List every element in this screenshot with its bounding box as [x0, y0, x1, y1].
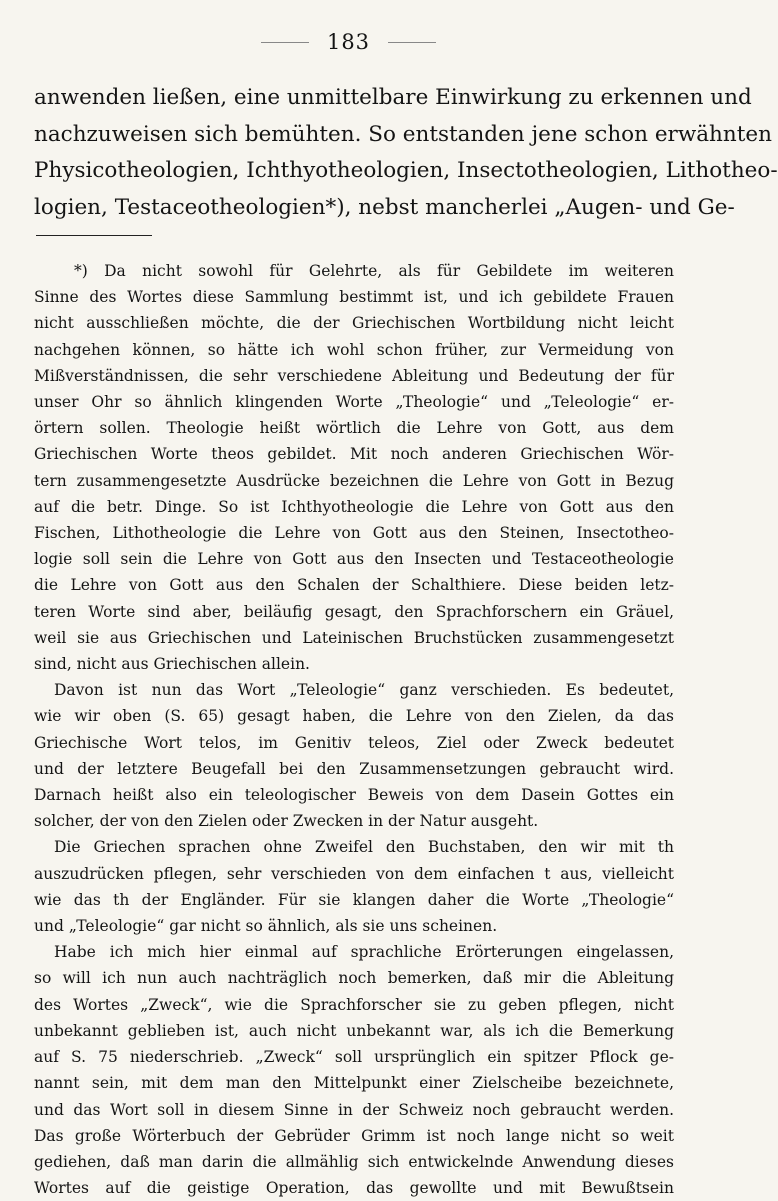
footnote-line: und der letztere Beugefall bei den Zusammensetzungen gebraucht wird.	[34, 759, 674, 778]
footnote-line: Habe ich mich hier einmal auf sprachliche Erörterungen eingelassen,	[54, 943, 674, 962]
footnote-line: nachgehen können, so hätte ich wohl schon früher, zur Vermeidung von	[34, 340, 674, 359]
footnote-line: so will ich nun auch nachträglich noch bemerken, daß mir die Ableitung	[34, 969, 674, 988]
footnote-line: nannt sein, mit dem man den Mittelpunkt einer Zielscheibe bezeichnete,	[34, 1074, 674, 1093]
footnote-line: und das Wort soll in diesem Sinne in der Schweiz noch gebraucht werden.	[34, 1100, 674, 1119]
main-text-line: anwenden ließen, eine unmittelbare Einwirkung zu erkennen und	[34, 85, 752, 110]
footnote-line: Griechischen Worte theos gebildet. Mit noch anderen Griechischen Wör-	[34, 445, 674, 464]
footnote-line: wie wir oben (S. 65) gesagt haben, die Lehre von den Zielen, da das	[34, 707, 674, 726]
page-header	[0, 30, 697, 54]
footnote-line: logie soll sein die Lehre von Gott aus den Insecten und Testaceotheologie	[34, 550, 674, 569]
footnote-line: wie das th der Engländer. Für sie klangen daher die Worte „Theologie“	[34, 890, 674, 909]
footnote-line: nicht ausschließen möchte, die der Griechischen Wortbildung nicht leicht	[34, 314, 674, 333]
footnote-line: solcher, der von den Zielen oder Zwecken in der Natur ausgeht.	[34, 812, 539, 831]
main-text-line: logien, Testaceotheologien*), nebst mancherlei „Augen- und Ge-	[34, 194, 735, 220]
footnote-line: Davon ist nun das Wort „Teleologie“ ganz verschieden. Es bedeutet,	[54, 681, 674, 700]
footnote-line: auf S. 75 niederschrieb. „Zweck“ soll ursprünglich ein spitzer Pflock ge-	[34, 1048, 674, 1067]
footnote-line: teren Worte sind aber, beiläufig gesagt, den Sprachforschern ein Gräuel,	[34, 602, 674, 621]
footnote-line: auszudrücken pflegen, sehr verschieden von dem einfachen t aus, vielleicht	[34, 864, 674, 883]
footnote	[34, 258, 674, 1201]
footnote-line: auf die betr. Dinge. So ist Ichthyotheologie die Lehre von Gott aus den	[34, 497, 674, 516]
footnote-line: Darnach heißt also ein teleologischer Beweis von dem Dasein Gottes ein	[34, 786, 674, 805]
main-text	[34, 80, 778, 226]
footnote-line: Mißverständnissen, die sehr verschiedene Ableitung und Bedeutung der für	[34, 366, 674, 385]
footnote-line: tern zusammengesetzte Ausdrücke bezeichnen die Lehre von Gott in Bezug	[34, 471, 674, 490]
page-number: 183	[326, 30, 371, 54]
footnote-line: *) Da nicht sowohl für Gelehrte, als für Gebildete im weiteren	[74, 262, 674, 280]
footnote-line: Sinne des Wortes diese Sammlung bestimmt ist, und ich gebildete Frauen	[34, 288, 674, 307]
footnote-line: Griechische Wort telos, im Genitiv teleos, Ziel oder Zweck bedeutet	[34, 733, 674, 752]
footnote-line: unbekannt geblieben ist, auch nicht unbekannt war, als ich die Bemerkung	[34, 1021, 674, 1040]
main-text-line: nachzuweisen sich bemühten. So entstanden jene schon erwähnten	[34, 121, 772, 147]
header-rule-left	[261, 42, 309, 43]
footnote-line: und „Teleologie“ gar nicht so ähnlich, als sie uns scheinen.	[34, 917, 498, 936]
footnote-line: des Wortes „Zweck“, wie die Sprachforscher sie zu geben pflegen, nicht	[34, 995, 674, 1014]
footnote-line: örtern sollen. Theologie heißt wörtlich die Lehre von Gott, aus dem	[34, 419, 674, 438]
footnote-line: Die Griechen sprachen ohne Zweifel den Buchstaben, den wir mit th	[54, 838, 674, 857]
main-text-line: Physicotheologien, Ichthyotheologien, Insectotheologien, Lithotheo-	[34, 158, 778, 183]
footnote-line: Fischen, Lithotheologie die Lehre von Gott aus den Steinen, Insectotheo-	[34, 524, 674, 543]
footnote-line: Das große Wörterbuch der Gebrüder Grimm ist noch lange nicht so weit	[34, 1126, 674, 1145]
footnote-separator	[36, 235, 152, 236]
footnote-line: die Lehre von Gott aus den Schalen der Schalthiere. Diese beiden letz-	[34, 576, 674, 595]
footnote-line: Wortes auf die geistige Operation, das gewollte und mit Bewußtsein	[34, 1179, 674, 1198]
footnote-line: unser Ohr so ähnlich klingenden Worte „Theologie“ und „Teleologie“ er-	[34, 393, 674, 412]
footnote-line: sind, nicht aus Griechischen allein.	[34, 655, 310, 674]
header-rule-right	[388, 42, 436, 43]
footnote-line: gediehen, daß man darin die allmählig sich entwickelnde Anwendung dieses	[34, 1152, 674, 1171]
footnote-line: weil sie aus Griechischen und Lateinischen Bruchstücken zusammengesetzt	[34, 628, 674, 647]
